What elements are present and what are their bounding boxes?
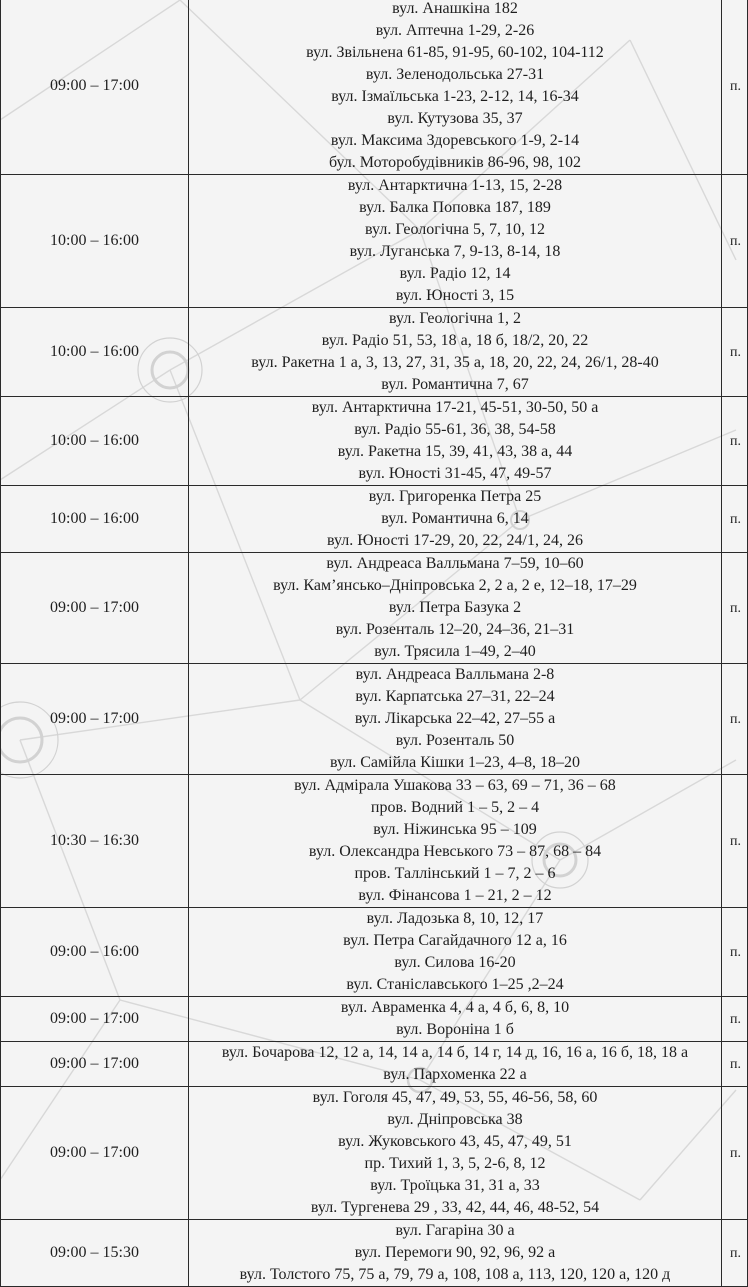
cut-off-text: п. — [730, 233, 741, 249]
street-address: вул. Радіо 51, 53, 18 а, 18 б, 18/2, 20, 22 — [321, 332, 589, 349]
street-address: вул. Адмірала Ушакова 33 – 63, 69 – 71, 36 – 68 — [294, 777, 616, 794]
addresses-cell — [189, 997, 722, 1042]
addresses-cell — [189, 308, 722, 397]
street-address: вул. Ладозька 8, 10, 12, 17 — [366, 910, 544, 927]
cut-off-cell — [722, 664, 748, 775]
cut-off-text: п. — [730, 511, 741, 527]
schedule-row — [1, 0, 748, 175]
cut-off-cell — [722, 175, 748, 308]
street-address: вул. Перемоги 90, 92, 96, 92 а — [354, 1244, 556, 1261]
street-address: бул. Моторобудівників 86-96, 98, 102 — [328, 154, 582, 171]
street-address: вул. Лікарська 22–42, 27–55 а — [354, 710, 556, 727]
schedule-row — [1, 553, 748, 664]
street-address: пр. Тихий 1, 3, 5, 2-6, 8, 12 — [364, 1155, 546, 1172]
street-address: вул. Петра Базука 2 — [388, 599, 522, 616]
time-range-cell: 09:00 – 17:00 — [1, 997, 189, 1042]
street-address: вул. Ракетна 15, 39, 41, 43, 38 а, 44 — [337, 443, 573, 460]
schedule-row — [1, 664, 748, 775]
street-address: вул. Радіо 55-61, 36, 38, 54-58 — [354, 421, 556, 438]
cut-off-cell — [722, 1220, 748, 1287]
street-address: вул. Аптечна 1-29, 2-26 — [375, 22, 535, 39]
street-address: вул. Луганська 7, 9-13, 8-14, 18 — [349, 243, 561, 260]
addresses-cell — [189, 1087, 722, 1220]
street-address: вул. Карпатська 27–31, 22–24 — [355, 688, 555, 705]
schedule-row — [1, 175, 748, 308]
street-address: вул. Пархоменка 22 а — [383, 1066, 527, 1083]
street-address: вул. Станіславського 1–25 ,2–24 — [346, 976, 564, 993]
schedule-row — [1, 1087, 748, 1220]
addresses-cell — [189, 397, 722, 486]
street-address: вул. Андреаса Валльмана 2-8 — [355, 666, 555, 683]
street-address: вул. Зеленодольська 27-31 — [365, 66, 545, 83]
time-range-cell: 09:00 – 15:30 — [1, 1220, 189, 1287]
street-address: вул. Жуковського 43, 45, 47, 49, 51 — [338, 1133, 572, 1150]
cut-off-cell — [722, 308, 748, 397]
schedule-row — [1, 997, 748, 1042]
street-address: вул. Антарктична 17-21, 45-51, 30-50, 50 а — [311, 399, 599, 416]
street-address: вул. Трясила 1–49, 2–40 — [374, 643, 536, 660]
street-address: вул. Бочарова 12, 12 а, 14, 14 а, 14 б, 14 г, 14 д, 16, 16 а, 16 б, 18, 18 а — [221, 1044, 689, 1061]
street-address: вул. Романтична 7, 67 — [381, 376, 529, 393]
addresses-cell — [189, 0, 722, 175]
street-address: вул. Самійла Кішки 1–23, 4–8, 18–20 — [329, 754, 581, 771]
cut-off-cell — [722, 1087, 748, 1220]
addresses-cell — [189, 486, 722, 553]
street-address: вул. Гоголя 45, 47, 49, 53, 55, 46-56, 58, 60 — [312, 1089, 598, 1106]
street-address: вул. Юності 31-45, 47, 49-57 — [358, 465, 552, 482]
cut-off-text: п. — [730, 78, 741, 94]
addresses-cell — [189, 553, 722, 664]
street-address: вул. Андреаса Валльмана 7–59, 10–60 — [326, 555, 584, 572]
cut-off-text: п. — [730, 833, 741, 849]
street-address: вул. Анашкіна 182 — [392, 0, 518, 17]
addresses-cell — [189, 908, 722, 997]
street-address: вул. Антарктична 1-13, 15, 2-28 — [347, 177, 563, 194]
street-address: вул. Гагаріна 30 а — [395, 1222, 515, 1239]
time-range-cell: 09:00 – 17:00 — [1, 553, 189, 664]
time-range-cell: 10:00 – 16:00 — [1, 175, 189, 308]
street-address: вул. Петра Сагайдачного 12 а, 16 — [343, 932, 567, 949]
addresses-cell — [189, 1220, 722, 1287]
cut-off-text: п. — [730, 1056, 741, 1072]
cut-off-cell — [722, 908, 748, 997]
time-range-cell: 10:30 – 16:30 — [1, 775, 189, 908]
cut-off-text: п. — [730, 600, 741, 616]
time-range-cell: 09:00 – 16:00 — [1, 908, 189, 997]
cut-off-text: п. — [730, 1011, 741, 1027]
cut-off-cell — [722, 997, 748, 1042]
street-address: вул. Юності 3, 15 — [395, 287, 515, 304]
schedule-row — [1, 908, 748, 997]
schedule-row — [1, 397, 748, 486]
cut-off-text: п. — [730, 433, 741, 449]
cut-off-cell — [722, 0, 748, 175]
street-address: пров. Таллінський 1 – 7, 2 – 6 — [354, 865, 556, 882]
time-range-cell: 09:00 – 17:00 — [1, 1087, 189, 1220]
street-address: вул. Ізмаїльська 1-23, 2-12, 14, 16-34 — [331, 88, 579, 105]
schedule-row — [1, 1042, 748, 1087]
addresses-cell — [189, 1042, 722, 1087]
street-address: вул. Романтична 6, 14 — [381, 510, 529, 527]
street-address: вул. Кам’янсько–Дніпровська 2, 2 а, 2 е, 12–18, 17–29 — [273, 577, 637, 594]
schedule-row — [1, 308, 748, 397]
cut-off-cell — [722, 775, 748, 908]
cut-off-cell — [722, 553, 748, 664]
addresses-cell — [189, 175, 722, 308]
street-address: вул. Дніпровська 38 — [387, 1111, 523, 1128]
street-address: пров. Водний 1 – 5, 2 – 4 — [370, 799, 540, 816]
addresses-cell — [189, 664, 722, 775]
street-address: вул. Юності 17-29, 20, 22, 24/1, 24, 26 — [326, 532, 583, 549]
cut-off-cell — [722, 486, 748, 553]
cut-off-text: п. — [730, 1245, 741, 1261]
schedule-row — [1, 1220, 748, 1287]
street-address: вул. Максима Здоревського 1-9, 2-14 — [330, 132, 580, 149]
street-address: вул. Геологічна 5, 7, 10, 12 — [365, 221, 545, 238]
street-address: вул. Розенталь 12–20, 24–36, 21–31 — [335, 621, 575, 638]
street-address: вул. Кутузова 35, 37 — [387, 110, 523, 127]
street-address: вул. Толстого 75, 75 а, 79, 79 а, 108, 108 а, 113, 120, 120 а, 120 д — [239, 1266, 671, 1283]
street-address: вул. Балка Поповка 187, 189 — [359, 199, 551, 216]
schedule-row — [1, 486, 748, 553]
street-address: вул. Звільнена 61-85, 91-95, 60-102, 104-112 — [306, 44, 604, 61]
street-address: вул. Троїцька 31, 31 а, 33 — [370, 1177, 540, 1194]
street-address: вул. Григоренка Петра 25 — [368, 488, 542, 505]
cut-off-cell — [722, 397, 748, 486]
addresses-cell — [189, 775, 722, 908]
street-address: вул. Радіо 12, 14 — [399, 265, 511, 282]
cut-off-cell — [722, 1042, 748, 1087]
street-address: вул. Тургенева 29 , 33, 42, 44, 46, 48-52, 54 — [310, 1199, 600, 1216]
street-address: вул. Ніжинська 95 – 109 — [373, 821, 537, 838]
time-range-cell: 09:00 – 17:00 — [1, 1042, 189, 1087]
street-address: вул. Ракетна 1 а, 3, 13, 27, 31, 35 а, 18, 20, 22, 24, 26/1, 28-40 — [251, 354, 659, 371]
time-range-cell: 10:00 – 16:00 — [1, 486, 189, 553]
street-address: вул. Геологічна 1, 2 — [389, 310, 521, 327]
street-address: вул. Розенталь 50 — [395, 732, 515, 749]
cut-off-text: п. — [730, 1145, 741, 1161]
time-range-cell: 09:00 – 17:00 — [1, 664, 189, 775]
schedule-row — [1, 775, 748, 908]
street-address: вул. Олександра Невського 73 – 87, 68 – 84 — [308, 843, 602, 860]
street-address: вул. Фінансова 1 – 21, 2 – 12 — [358, 887, 552, 904]
time-range-cell: 10:00 – 16:00 — [1, 397, 189, 486]
street-address: вул. Авраменка 4, 4 а, 4 б, 6, 8, 10 — [340, 999, 570, 1016]
cut-off-text: п. — [730, 711, 741, 727]
cut-off-text: п. — [730, 344, 741, 360]
time-range-cell: 10:00 – 16:00 — [1, 308, 189, 397]
cut-off-text: п. — [730, 944, 741, 960]
street-address: вул. Вороніна 1 б — [396, 1021, 514, 1038]
time-range-cell: 09:00 – 17:00 — [1, 0, 189, 175]
street-address: вул. Силова 16-20 — [394, 954, 516, 971]
